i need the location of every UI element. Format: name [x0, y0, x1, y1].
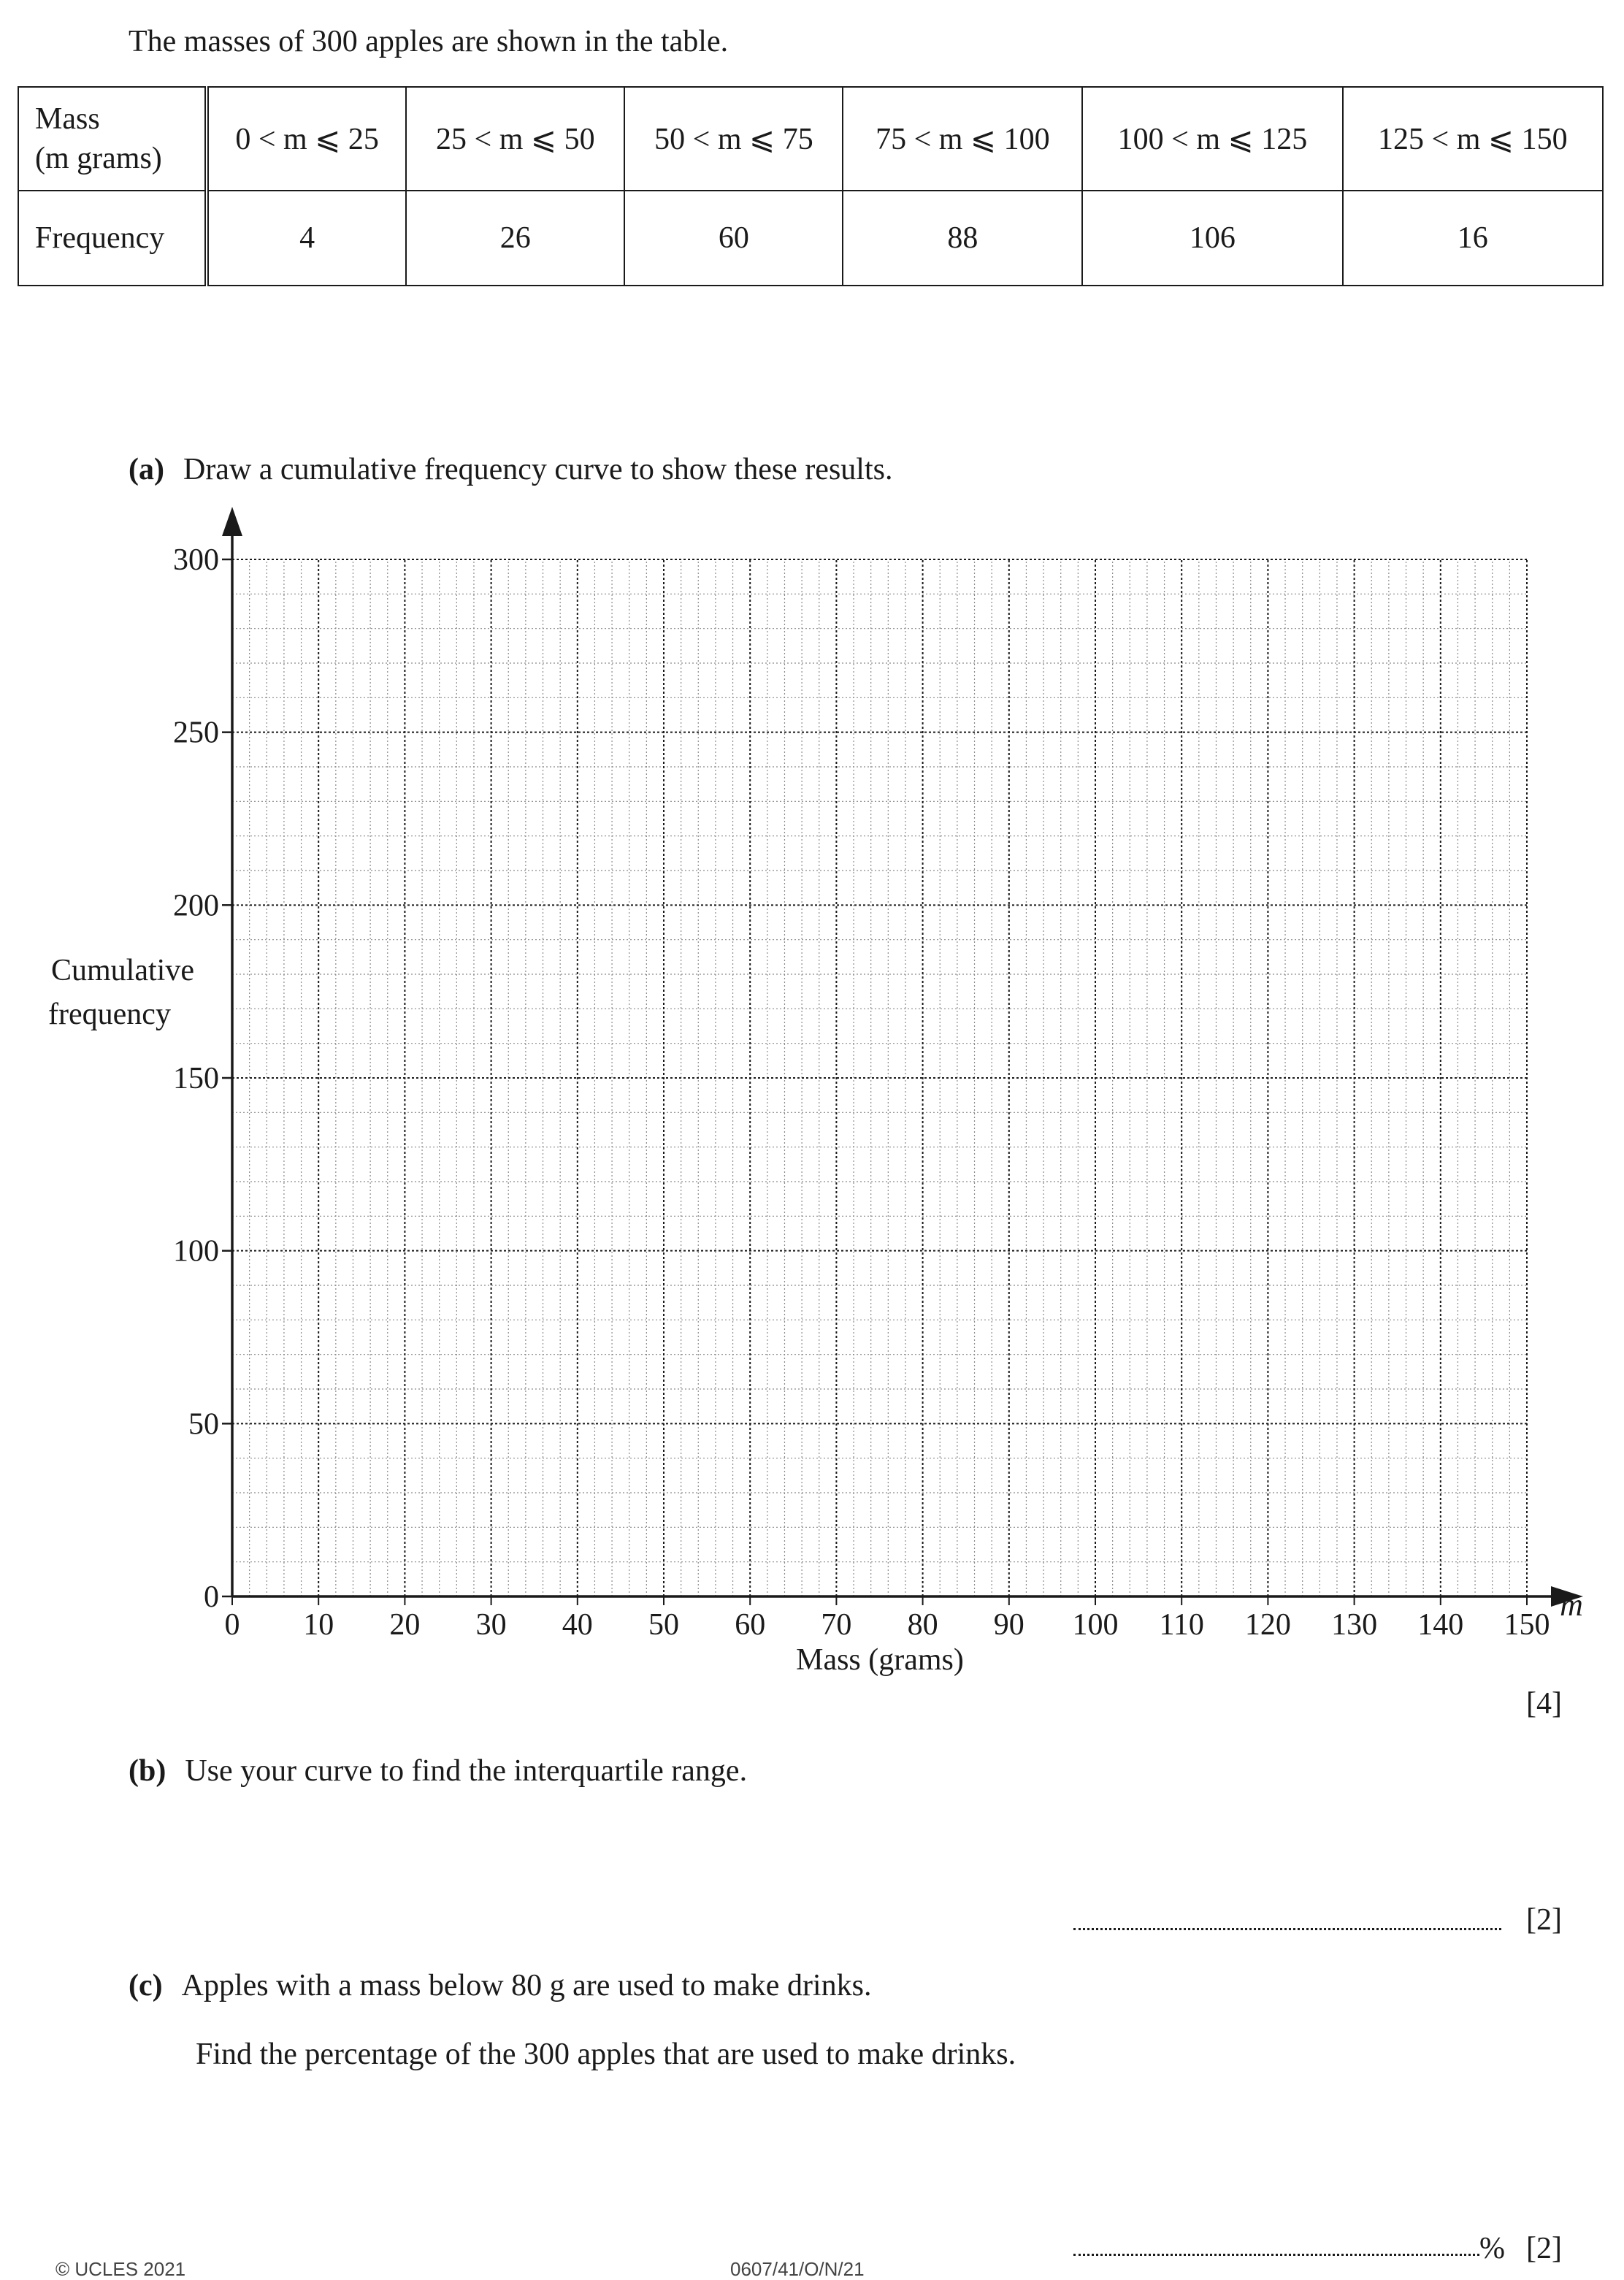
part-a-label: (a)	[129, 453, 164, 486]
cumulative-frequency-chart	[0, 504, 1624, 1702]
x-tick-label: 40	[562, 1608, 593, 1642]
x-tick-label: 90	[993, 1608, 1024, 1642]
y-tick-label: 0	[204, 1580, 219, 1614]
footer-code: 0607/41/O/N/21	[730, 2258, 865, 2280]
frequency-cell: 26	[406, 191, 624, 286]
part-c-question	[129, 1970, 871, 2001]
part-a-marks: [4]	[1526, 1687, 1562, 1721]
x-tick-label: 10	[303, 1608, 334, 1642]
major-grid	[232, 559, 1527, 1596]
mass-header-line1: Mass	[35, 102, 100, 136]
frequency-cell: 60	[624, 191, 843, 286]
x-tick-label: 140	[1417, 1608, 1464, 1642]
x-tick-label: 50	[648, 1608, 679, 1642]
table-row	[18, 191, 1603, 286]
interval-cell: 100 < m ⩽ 125	[1082, 87, 1342, 191]
part-c-answer-line[interactable]	[1073, 2254, 1479, 2256]
y-axis-label-line1: Cumulative	[51, 954, 194, 987]
interval-cell: 75 < m ⩽ 100	[843, 87, 1082, 191]
x-tick-label: 20	[389, 1608, 421, 1642]
interval-cell: 50 < m ⩽ 75	[624, 87, 843, 191]
y-tick-labels	[173, 543, 219, 1614]
y-tick-label: 300	[173, 543, 219, 577]
x-tick-label: 80	[907, 1608, 938, 1642]
part-b-label: (b)	[129, 1754, 166, 1788]
interval-cell: 125 < m ⩽ 150	[1343, 87, 1603, 191]
x-tick-label: 100	[1072, 1608, 1119, 1642]
mass-header-cell	[18, 87, 207, 191]
y-tick-label: 250	[173, 716, 219, 750]
intro-text: The masses of 300 apples are shown in the table.	[129, 25, 729, 58]
part-c-text: Apples with a mass below 80 g are used to make drinks.	[181, 1969, 872, 2002]
part-b-marks: [2]	[1526, 1903, 1562, 1937]
y-axis-arrow	[222, 507, 242, 536]
interval-cell: 25 < m ⩽ 50	[406, 87, 624, 191]
part-c-text2: Find the percentage of the 300 apples that are used to make drinks.	[196, 2038, 1016, 2071]
x-tick-label: 130	[1331, 1608, 1378, 1642]
part-c-label: (c)	[129, 1969, 163, 2002]
x-tick-label: 60	[735, 1608, 766, 1642]
y-tick-label: 200	[173, 889, 219, 923]
part-b-text: Use your curve to find the interquartile range.	[185, 1754, 748, 1788]
part-c-unit: %	[1479, 2232, 1505, 2265]
x-tick-label: 30	[475, 1608, 507, 1642]
x-tick-label: 110	[1159, 1608, 1204, 1642]
y-axis-label-line2: frequency	[48, 998, 171, 1031]
y-tick-label: 150	[173, 1062, 219, 1095]
frequency-cell: 16	[1343, 191, 1603, 286]
y-tick-label: 50	[188, 1407, 219, 1442]
x-tick-label: 0	[224, 1608, 240, 1642]
mass-header-line2: (m grams)	[35, 142, 162, 175]
frequency-cell: 4	[207, 191, 406, 286]
x-tick-label: 120	[1244, 1608, 1291, 1642]
part-a-question	[129, 454, 892, 485]
frequency-table	[18, 86, 1604, 286]
axes	[222, 507, 1583, 1607]
x-tick-labels	[225, 1608, 1550, 1642]
part-a-text: Draw a cumulative frequency curve to show these results.	[183, 453, 893, 486]
x-axis-label: Mass (grams)	[796, 1643, 964, 1677]
interval-cell: 0 < m ⩽ 25	[207, 87, 406, 191]
part-c-marks: [2]	[1526, 2232, 1562, 2265]
frequency-header-cell: Frequency	[18, 191, 207, 286]
table-row	[18, 87, 1603, 191]
x-tick-label: 150	[1504, 1608, 1550, 1642]
x-tick-label: 70	[821, 1608, 852, 1642]
x-axis-variable: m	[1560, 1587, 1583, 1623]
part-b-question	[129, 1756, 747, 1786]
footer-copyright: © UCLES 2021	[55, 2258, 186, 2280]
frequency-cell: 88	[843, 191, 1082, 286]
frequency-cell: 106	[1082, 191, 1342, 286]
part-b-answer-line[interactable]	[1073, 1928, 1501, 1930]
y-tick-label: 100	[173, 1234, 219, 1269]
